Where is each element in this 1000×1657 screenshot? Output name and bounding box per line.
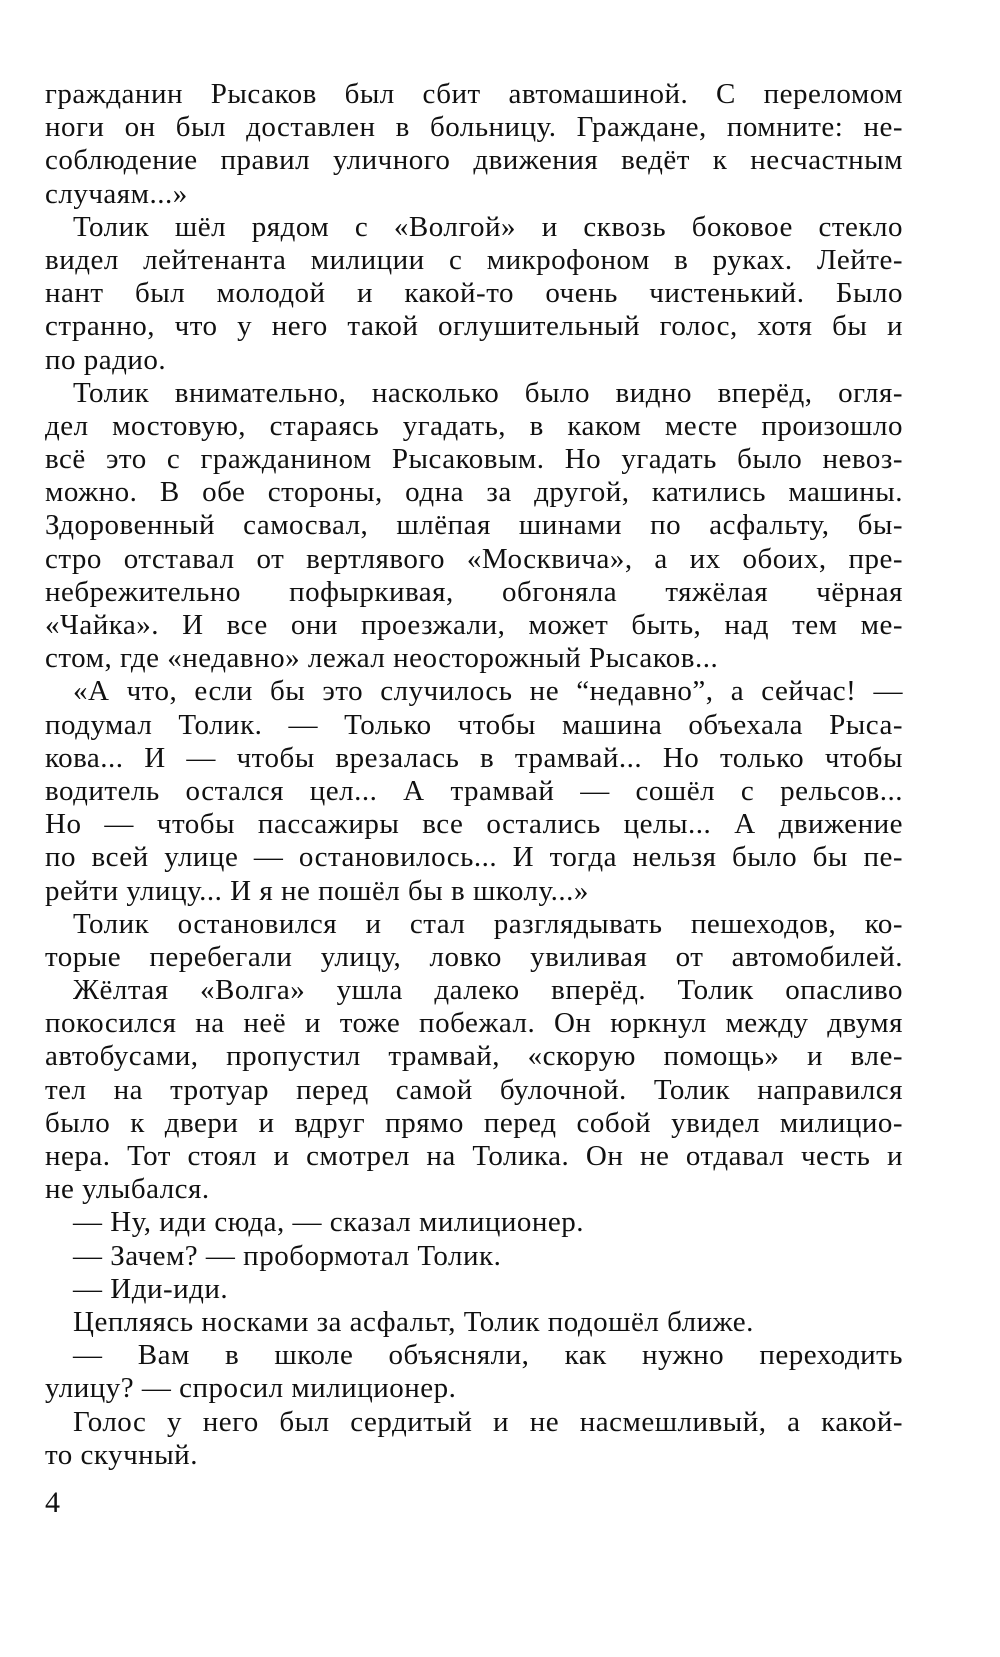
text-line: ноги он был доставлен в больницу. Граждане, помните: не- <box>45 111 903 144</box>
text-line: дел мостовую, стараясь угадать, в каком месте произошло <box>45 409 903 442</box>
text-line: — Ну, иди сюда, — сказал милиционер. <box>73 1206 585 1239</box>
text-line: торые перебегали улицу, ловко увиливая от автомобилей. <box>45 940 903 973</box>
text-line: по радио. <box>45 343 167 376</box>
text-line: гражданин Рысаков был сбит автомашиной. С переломом <box>45 78 903 110</box>
text-line: кова... И — чтобы врезалась в трамвай... Но только чтобы <box>45 741 903 774</box>
text-line: странно, что у него такой оглушительный голос, хотя бы и <box>45 310 903 343</box>
text-line: стро отставал от вертлявого «Москвича», а их обоих, пре- <box>45 542 903 575</box>
page-number: 4 <box>45 1486 60 1519</box>
text-line: Но — чтобы пассажиры все остались целы... А движение <box>45 808 903 841</box>
body-text <box>45 78 903 1472</box>
text-line: Толик внимательно, насколько было видно вперёд, огля- <box>73 376 903 409</box>
text-line: Цепляясь носками за асфальт, Толик подошёл ближе. <box>73 1305 754 1338</box>
text-line: нант был молодой и какой-то очень чистенький. Было <box>45 277 903 310</box>
text-line: тел на тротуар перед самой булочной. Толик направился <box>45 1073 903 1106</box>
text-line: улицу? — спросил милиционер. <box>45 1372 457 1405</box>
text-line: видел лейтенанта милиции с микрофоном в руках. Лейте- <box>45 243 903 276</box>
text-line: нера. Тот стоял и смотрел на Толика. Он не отдавал честь и <box>45 1140 903 1172</box>
text-line: по всей улице — остановилось... И тогда нельзя было бы пе- <box>45 841 903 874</box>
text-line: подумал Толик. — Только чтобы машина объехала Рыса- <box>45 708 903 741</box>
text-line: можно. В обе стороны, одна за другой, катились машины. <box>45 476 903 509</box>
text-line: Голос у него был сердитый и не насмешливый, а какой- <box>73 1405 903 1438</box>
text-line: — Зачем? — пробормотал Толик. <box>73 1239 502 1272</box>
text-line: всё это с гражданином Рысаковым. Но угадать было невоз- <box>45 443 903 476</box>
text-line: то скучный. <box>45 1438 198 1471</box>
text-line: Жёлтая «Волга» ушла далеко вперёд. Толик опасливо <box>73 974 903 1007</box>
text-line: — Вам в школе объясняли, как нужно переходить <box>73 1339 903 1372</box>
text-line: случаям...» <box>45 177 188 210</box>
text-line: рейти улицу... И я не пошёл бы в школу...» <box>45 874 589 907</box>
text-line: — Иди-иди. <box>73 1272 229 1305</box>
text-line: было к двери и вдруг прямо перед собой увидел милицио- <box>45 1106 903 1139</box>
text-line: Толик остановился и стал разглядывать пешеходов, ко- <box>73 907 903 940</box>
text-line: Толик шёл рядом с «Волгой» и сквозь боковое стекло <box>73 210 903 243</box>
text-line: «А что, если бы это случилось не “недавно”, а сейчас! — <box>73 675 903 708</box>
text-line: водитель остался цел... А трамвай — сошёл с рельсов... <box>45 774 903 807</box>
text-line: «Чайка». И все они проезжали, может быть, над тем ме- <box>45 609 903 641</box>
text-line: покосился на неё и тоже побежал. Он юркнул между двумя <box>45 1007 903 1040</box>
text-line: небрежительно пофыркивая, обгоняла тяжёлая чёрная <box>45 575 903 608</box>
text-line: автобусами, пропустил трамвай, «скорую помощь» и вле- <box>45 1040 903 1073</box>
text-line: не улыбался. <box>45 1173 210 1206</box>
text-line: стом, где «недавно» лежал неосторожный Рысаков... <box>45 642 719 675</box>
text-line: соблюдение правил уличного движения ведёт к несчастным <box>45 144 903 177</box>
text-line: Здоровенный самосвал, шлёпая шинами по асфальту, бы- <box>45 509 903 542</box>
